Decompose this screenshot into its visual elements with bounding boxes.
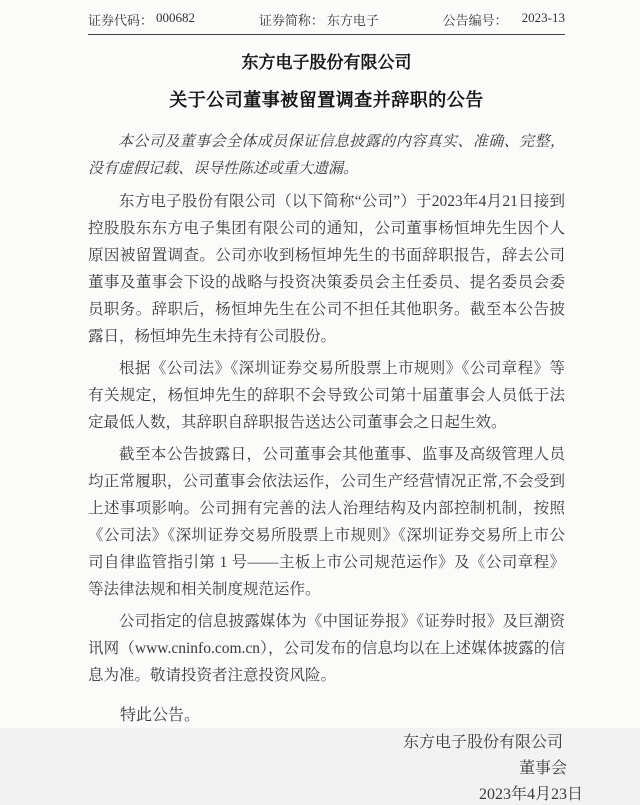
stock-abbr-value: 东方电子 (326, 13, 379, 28)
stock-code (88, 10, 195, 29)
body-paragraph: 根据《公司法》《深圳证券交易所股票上市规则》《公司章程》等有关规定，杨恒坤先生的辞职不会导致公司第十届董事会人员低于法定最低人数，其辞职自辞职报告送达公司董事会之日起生效。 (88, 360, 565, 431)
body-paragraph: 公司指定的信息披露媒体为《中国证券报》《证券时报》及巨潮资讯网（www.cninfo.com.cn），公司发布的信息均以在上述媒体披露的信息为准。敬请投资者注意投资风险。 (88, 613, 565, 684)
signature-company: 东方电子股份有限公司 (402, 734, 563, 751)
document-header (88, 10, 565, 35)
announcement-title: 关于公司董事被留置调查并辞职的公告 (169, 90, 484, 110)
announcement-number-value: 2023-13 (521, 10, 565, 25)
closing-line: 特此公告。 (120, 707, 201, 724)
announcement-number-label: 公告编号： (442, 13, 508, 28)
disclaimer-paragraph: 本公司及董事会全体成员保证信息披露的内容真实、准确、完整，没有虚假记载、误导性陈述或重大遗漏。 (88, 134, 565, 177)
announcement-number (443, 10, 565, 29)
company-title: 东方电子股份有限公司 (241, 53, 412, 72)
stock-abbr-label: 证券简称： (258, 13, 324, 28)
signature-board: 董事会 (518, 760, 567, 777)
stock-code-value: 000682 (156, 10, 196, 25)
signature-block (88, 733, 583, 805)
signature-date: 2023年4月23日 (478, 786, 583, 803)
stock-abbr (259, 10, 379, 29)
body-paragraph: 东方电子股份有限公司（以下简称“公司”）于2023年4月21日接到控股股东东方电子集团有限公司的通知，公司董事杨恒坤先生因个人原因被留置调查。公司亦收到杨恒坤先生的书面辞职报告，辞去公司董事及董事会下设的战略与投资决策委员会主任委员、提名委员会委员职务。辞职后，杨恒坤先生在公司不担任其他职务。截至本公告披露日，杨恒坤先生未持有公司股份。 (88, 193, 565, 345)
body-paragraph: 截至本公告披露日，公司董事会其他董事、监事及高级管理人员均正常履职，公司董事会依法运作，公司生产经营情况正常,不会受到上述事项影响。公司拥有完善的法人治理结构及内部控制机制，按照《公司法》《深圳证券交易所股票上市规则》《深圳证券交易所上市公司自律监管指引第 1 号——主板上市公司规范运作》及《公司章程》等法律法规和相关制度规范运作。 (88, 446, 565, 598)
stock-code-label: 证券代码： (88, 13, 154, 28)
